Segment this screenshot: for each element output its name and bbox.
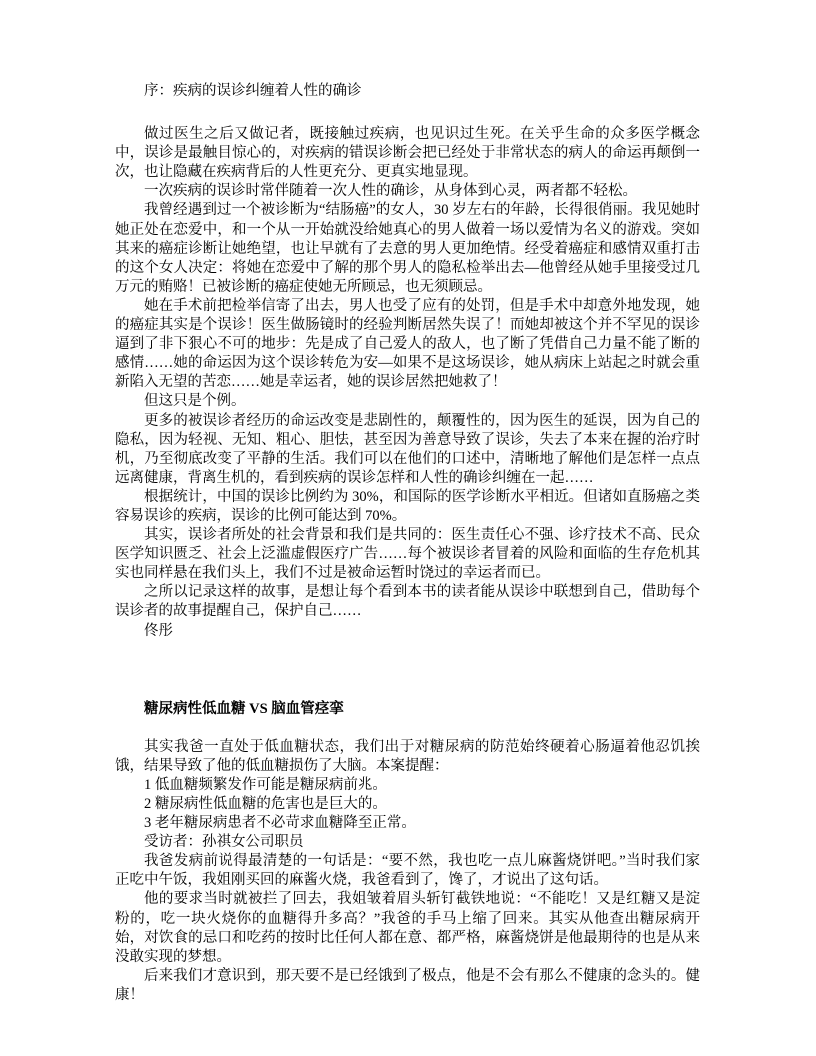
chapter-section xyxy=(115,700,700,1005)
preface-section xyxy=(115,82,700,641)
author-signature: 佟彤 xyxy=(144,622,173,639)
case-note-1: 1 低血糖频繁发作可能是糖尿病前兆。 xyxy=(144,776,387,793)
preface-title: 序：疾病的误诊纠缠着人性的确诊 xyxy=(144,83,362,99)
case-note-2: 2 糖尿病性低血糖的危害也是巨大的。 xyxy=(144,796,387,812)
interviewee-line: 受访者：孙祺女公司职员 xyxy=(144,834,304,851)
chapter-intro: 其实我爸一直处于低血糖状态，我们出于对糖尿病的防范始终硬着心肠逼着他忍饥挨饿，结果导致了他的低血糖损伤了大脑。本案提醒： xyxy=(115,738,700,774)
preface-paragraph-2: 一次疾病的误诊时常伴随着一次人性的确诊，从身体到心灵，两者都不轻松。 xyxy=(144,183,637,200)
preface-paragraph-4: 她在手术前把检举信寄了出去，男人也受了应有的处罚，但是手术中却意外地发现，她的癌症其实是个误诊！医生做肠镜时的经验判断居然失误了！而她却被这个并不罕见的误诊逼到了非下狠心不可的地步：先是成了自己爱人的敌人，也了断了凭借自己力量不能了断的感情……她的命运因为这个误诊转危为安—如果不是这场误诊，她从病床上站起之时就会重新陷入无望的苦恋……她是幸运者，她的误诊居然把她救了！ xyxy=(115,297,700,391)
chapter-paragraph-1: 我爸发病前说得最清楚的一句话是：“要不然，我也吃一点儿麻酱烧饼吧。”当时我们家正吃中午饭，我姐刚买回的麻酱火烧，我爸看到了，馋了，才说出了这句话。 xyxy=(115,853,700,889)
preface-paragraph-8: 其实，误诊者所处的社会背景和我们是共同的：医生责任心不强、诊疗技术不高、民众医学知识匮乏、社会上泛滥虚假医疗广告……每个被误诊者冒着的风险和面临的生存危机其实也同样悬在我们头上，我们不过是被命运暂时饶过的幸运者而已。 xyxy=(115,527,700,582)
case-note-3: 3 老年糖尿病患者不必苛求血糖降至正常。 xyxy=(144,815,416,832)
preface-paragraph-1: 做过医生之后又做记者，既接触过疾病，也见识过生死。在关乎生命的众多医学概念中，误诊是最触目惊心的，对疾病的错误诊断会把已经处于非常状态的病人的命运再颠倒一次，也让隐藏在疾病背后的人性更充分、更真实地显现。 xyxy=(115,126,700,181)
preface-paragraph-7: 根据统计，中国的误诊比例约为 30%，和国际的医学诊断水平相近。但诸如直肠癌之类容易误诊的疾病，误诊的比例可能达到 70%。 xyxy=(115,488,700,524)
preface-paragraph-5: 但这只是个例。 xyxy=(144,393,246,410)
chapter-title: 糖尿病性低血糖 VS 脑血管痉挛 xyxy=(144,700,344,717)
chapter-paragraph-2: 他的要求当时就被拦了回去，我姐皱着眉头斩钉截铁地说：“不能吃！又是红糖又是淀粉的，吃一块火烧你的血糖得升多高？”我爸的手马上缩了回来。其实从他查出糖尿病开始，对饮食的忌口和吃药的按时比任何人都在意、都严格，麻酱烧饼是他最期待的也是从来没敢实现的梦想。 xyxy=(115,891,700,965)
preface-paragraph-6: 更多的被误诊者经历的命运改变是悲剧性的，颠覆性的，因为医生的延误，因为自己的隐私，因为轻视、无知、粗心、胆怯，甚至因为善意导致了误诊，失去了本来在握的治疗时机，乃至彻底改变了平静的生活。我们可以在他们的口述中，清晰地了解他们是怎样一点点远离健康，背离生机的，看到疾病的误诊怎样和人性的确诊纠缠在一起…… xyxy=(115,412,700,486)
chapter-paragraph-3: 后来我们才意识到，那天要不是已经饿到了极点，他是不会有那么不健康的念头的。健康！ xyxy=(115,967,700,1003)
preface-paragraph-9: 之所以记录这样的故事，是想让每个看到本书的读者能从误诊中联想到自己，借助每个误诊者的故事提醒自己，保护自己…… xyxy=(115,584,700,620)
preface-paragraph-3: 我曾经遇到过一个被诊断为“结肠癌”的女人，30 岁左右的年龄，长得很俏丽。我见她时她正处在恋爱中，和一个从一开始就没给她真心的男人做着一场以爱情为名义的游戏。突如其来的癌症诊断让她绝望，也让早就有了去意的男人更加绝情。经受着癌症和感情双重打击的这个女人决定：将她在恋爱中了解的那个男人的隐私检举出去—他曾经从她手里接受过几万元的贿赂！已被诊断的癌症使她无所顾忌，也无须顾忌。 xyxy=(115,202,700,295)
